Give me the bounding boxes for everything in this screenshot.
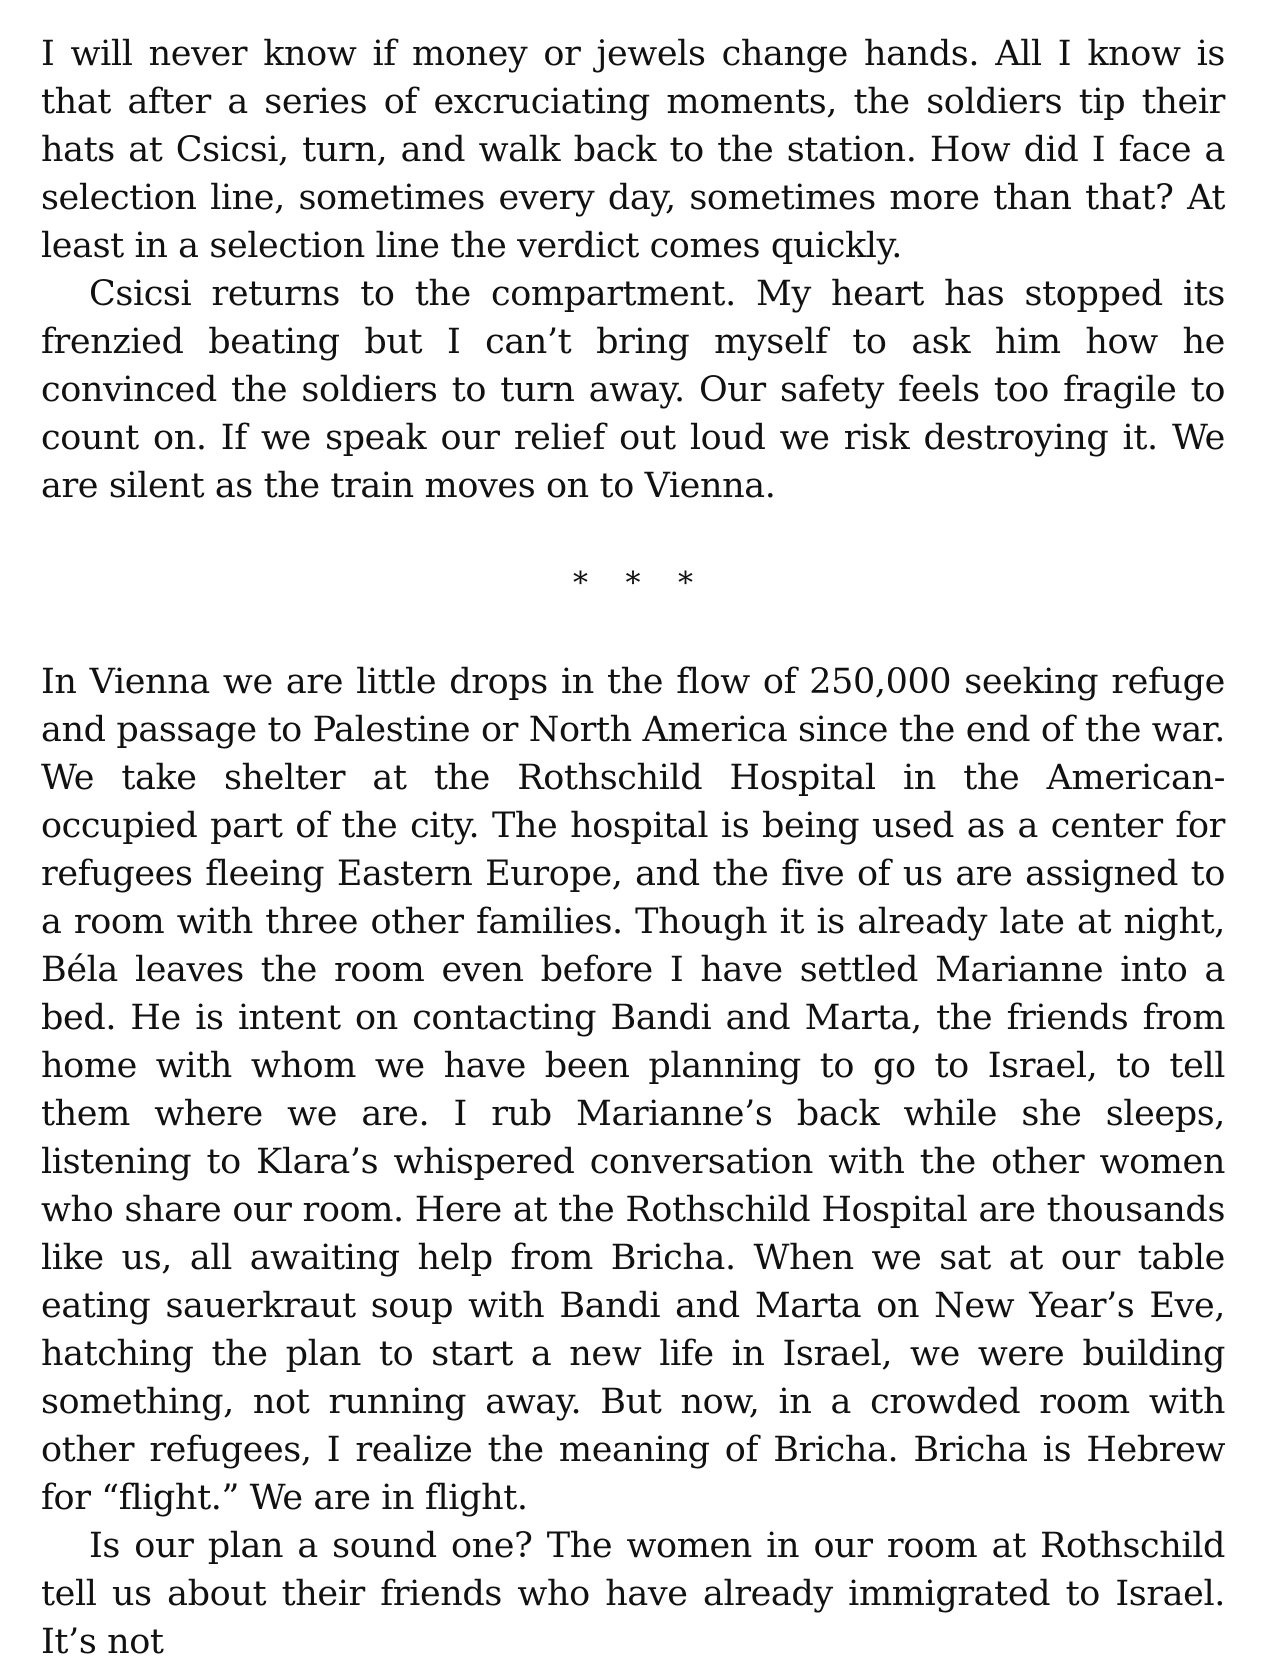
paragraph-plan: Is our plan a sound one? The women in our room at Rothschild tell us about their friends who have already immigrated to Israel. It’s not xyxy=(41,1526,1225,1662)
paragraph-vienna: In Vienna we are little drops in the flow of 250,000 seeking refuge and passage to Palestine or North America since the end of the war. We take shelter at the Rothschild Hospital in the American-occupied part of the city. The hospital is being used as a center for refugees fleeing Eastern Europe, and the five of us are assigned to a room with three other families. Though it is already late at night, Béla leaves the room even before I have settled Marianne into a bed. He is intent on contacting Bandi and Marta, the friends from home with whom we have been planning to go to Israel, to tell them where we are. I rub Marianne’s back while she sleeps, listening to Klara’s whispered conversation with the other women who share our room. Here at the Rothschild Hospital are thousands like us, all awaiting help from Bricha. When we sat at our table eating sauerkraut soup with Bandi and Marta on New Year’s Eve, hatching the plan to start a new life in Israel, we were building something, not running away. But now, in a crowded room with other refugees, I realize the meaning of Bricha. Bricha is Hebrew for “flight.” We are in flight. xyxy=(41,662,1225,1518)
paragraph-train-soldiers: I will never know if money or jewels change hands. All I know is that after a series of excruciating moments, the soldiers tip their hats at Csicsi, turn, and walk back to the station. How did I face a selection line, sometimes every day, sometimes more than that? At least in a selection line the verdict comes quickly. xyxy=(41,34,1225,266)
section-break: * * * xyxy=(572,566,708,601)
paragraph-compartment: Csicsi returns to the compartment. My heart has stopped its frenzied beating but I can’t bring myself to ask him how he convinced the soldiers to turn away. Our safety feels too fragile to count on. If we speak our relief out loud we risk destroying it. We are silent as the train moves on to Vienna. xyxy=(41,274,1225,506)
book-page xyxy=(41,30,1225,1666)
